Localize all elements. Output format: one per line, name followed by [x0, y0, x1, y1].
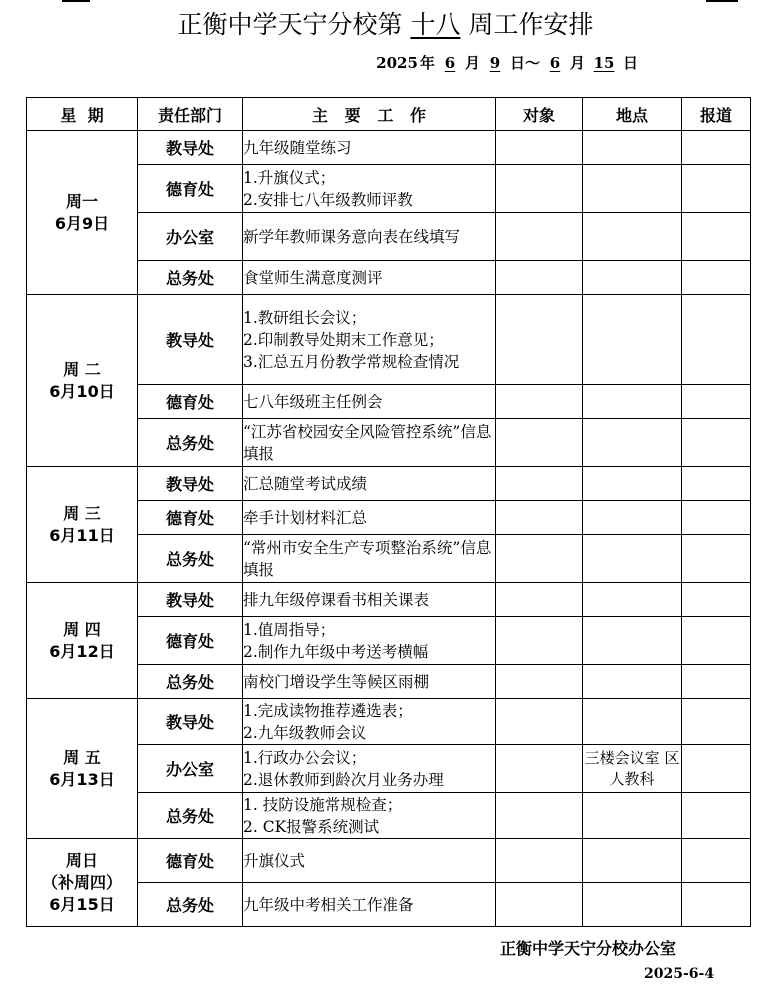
department-cell: 总务处	[138, 793, 243, 839]
work-item: 1.行政办公会议；	[243, 748, 367, 767]
location-cell	[583, 883, 682, 927]
department-cell: 办公室	[138, 745, 243, 793]
target-cell	[496, 583, 583, 617]
table-row	[27, 839, 751, 883]
report-cell	[682, 699, 751, 745]
report-cell	[682, 131, 751, 165]
work-item: 新学年教师课务意向表在线填写	[243, 227, 461, 246]
report-cell	[682, 665, 751, 699]
footer-date: 2025-6-4	[644, 966, 715, 982]
report-cell	[682, 617, 751, 665]
day-cell	[27, 295, 138, 467]
end-month: 6	[549, 54, 561, 72]
work-item: 汇总随堂考试成绩	[243, 474, 368, 493]
target-cell	[496, 745, 583, 793]
department-cell: 总务处	[138, 883, 243, 927]
day-cell	[27, 583, 138, 699]
report-cell	[682, 839, 751, 883]
title-prefix: 正衡中学天宁分校第	[177, 10, 403, 39]
work-item: 食堂师生满意度测评	[243, 268, 383, 287]
report-cell	[682, 467, 751, 501]
work-item: 2.安排七八年级教师评教	[243, 190, 413, 209]
day-date: 6月10日	[49, 381, 115, 401]
location-cell: 三楼会议室 区人教科	[583, 745, 682, 793]
target-cell	[496, 839, 583, 883]
weekday-label: 周 五	[63, 747, 101, 767]
work-item: “常州市安全生产专项整治系统”信息填报	[243, 538, 492, 579]
end-day: 15	[593, 54, 615, 72]
target-cell	[496, 699, 583, 745]
target-cell	[496, 165, 583, 213]
header-report: 报道	[682, 98, 751, 131]
start-month-label: 月	[464, 54, 480, 72]
location-cell	[583, 131, 682, 165]
table-row	[27, 583, 751, 617]
day-cell	[27, 131, 138, 295]
work-item: 排九年级停课看书相关课表	[243, 590, 430, 609]
location-cell	[583, 699, 682, 745]
target-cell	[496, 883, 583, 927]
title-suffix: 周工作安排	[468, 10, 594, 39]
target-cell	[496, 295, 583, 385]
report-cell	[682, 165, 751, 213]
work-item: 3.汇总五月份教学常规检查情况	[243, 352, 460, 371]
report-cell	[682, 535, 751, 583]
target-cell	[496, 665, 583, 699]
work-cell	[243, 213, 496, 261]
work-item: 2.退休教师到龄次月业务办理	[243, 770, 444, 789]
report-cell	[682, 295, 751, 385]
location-cell	[583, 583, 682, 617]
department-cell: 教导处	[138, 467, 243, 501]
start-day: 9	[489, 54, 501, 72]
work-cell	[243, 839, 496, 883]
work-item: 1.升旗仪式；	[243, 168, 336, 187]
target-cell	[496, 385, 583, 419]
report-cell	[682, 745, 751, 793]
work-cell	[243, 883, 496, 927]
department-cell: 教导处	[138, 699, 243, 745]
work-cell	[243, 745, 496, 793]
work-cell	[243, 419, 496, 467]
work-cell	[243, 535, 496, 583]
table-row	[27, 131, 751, 165]
table-row	[27, 699, 751, 745]
header-location: 地点	[583, 98, 682, 131]
work-cell	[243, 617, 496, 665]
work-item: “江苏省校园安全风险管控系统”信息填报	[243, 422, 492, 463]
day-cell	[27, 467, 138, 583]
location-cell	[583, 535, 682, 583]
schedule-body	[27, 131, 751, 927]
department-cell: 教导处	[138, 131, 243, 165]
day-date: 6月11日	[49, 525, 115, 545]
header-day: 星 期	[27, 98, 138, 131]
target-cell	[496, 793, 583, 839]
work-item: 2.九年级教师会议	[243, 723, 367, 742]
work-item: 1. 技防设施常规检查；	[243, 795, 403, 814]
weekday-sub-label: （补周四）	[41, 872, 122, 892]
target-cell	[496, 617, 583, 665]
work-item: 南校门增设学生等候区雨棚	[243, 672, 430, 691]
department-cell: 总务处	[138, 261, 243, 295]
day-date: 6月12日	[49, 641, 115, 661]
department-cell: 德育处	[138, 385, 243, 419]
weekday-label: 周日	[65, 850, 98, 870]
table-row	[27, 295, 751, 385]
table-row	[27, 467, 751, 501]
weekday-label: 周 二	[63, 359, 101, 379]
work-item: 九年级中考相关工作准备	[243, 895, 414, 914]
location-cell	[583, 617, 682, 665]
department-cell: 总务处	[138, 419, 243, 467]
location-cell	[583, 419, 682, 467]
end-day-label: 日	[622, 54, 638, 72]
date-range	[0, 52, 640, 73]
location-cell	[583, 385, 682, 419]
work-item: 2.印制教导处期末工作意见；	[243, 330, 444, 349]
target-cell	[496, 131, 583, 165]
title-week-number: 十八	[410, 10, 461, 39]
work-item: 1.完成读物推荐遴选表；	[243, 701, 413, 720]
department-cell: 总务处	[138, 535, 243, 583]
day-date: 6月9日	[54, 213, 110, 233]
end-month-label: 月	[569, 54, 585, 72]
location-cell	[583, 501, 682, 535]
work-cell	[243, 261, 496, 295]
day-cell	[27, 699, 138, 839]
page-title	[0, 10, 771, 40]
work-cell	[243, 131, 496, 165]
work-cell	[243, 699, 496, 745]
top-rule-right	[706, 0, 738, 2]
work-cell	[243, 385, 496, 419]
work-cell	[243, 501, 496, 535]
day-date: 6月15日	[49, 894, 115, 914]
day-cell	[27, 839, 138, 927]
work-cell	[243, 665, 496, 699]
department-cell: 总务处	[138, 665, 243, 699]
work-item: 升旗仪式	[243, 851, 306, 870]
department-cell: 德育处	[138, 165, 243, 213]
year: 2025	[376, 54, 418, 72]
target-cell	[496, 501, 583, 535]
work-item: 牵手计划材料汇总	[243, 508, 368, 527]
location-cell	[583, 213, 682, 261]
target-cell	[496, 467, 583, 501]
work-item: 九年级随堂练习	[243, 138, 352, 157]
report-cell	[682, 385, 751, 419]
department-cell: 德育处	[138, 617, 243, 665]
report-cell	[682, 261, 751, 295]
target-cell	[496, 213, 583, 261]
department-cell: 德育处	[138, 501, 243, 535]
work-cell	[243, 165, 496, 213]
work-cell	[243, 467, 496, 501]
department-cell: 教导处	[138, 295, 243, 385]
weekday-label: 周 三	[63, 503, 101, 523]
footer-office: 正衡中学天宁分校办公室	[500, 939, 677, 958]
weekday-label: 周一	[65, 191, 98, 211]
report-cell	[682, 213, 751, 261]
department-cell: 办公室	[138, 213, 243, 261]
work-item: 2. CK报警系统测试	[243, 817, 380, 836]
report-cell	[682, 583, 751, 617]
header-work: 主 要 工 作	[243, 98, 496, 131]
weekday-label: 周 四	[63, 619, 101, 639]
report-cell	[682, 419, 751, 467]
target-cell	[496, 261, 583, 295]
top-rule-left	[62, 0, 90, 2]
work-item: 1.教研组长会议；	[243, 308, 367, 327]
report-cell	[682, 883, 751, 927]
work-item: 1.值周指导；	[243, 620, 336, 639]
work-cell	[243, 295, 496, 385]
department-cell: 教导处	[138, 583, 243, 617]
start-month: 6	[444, 54, 456, 72]
location-cell	[583, 295, 682, 385]
department-cell: 德育处	[138, 839, 243, 883]
location-cell	[583, 165, 682, 213]
report-cell	[682, 793, 751, 839]
schedule-table	[26, 97, 751, 927]
location-cell	[583, 665, 682, 699]
table-header-row	[27, 98, 751, 131]
work-cell	[243, 583, 496, 617]
start-day-label: 日～	[509, 54, 540, 72]
location-cell	[583, 261, 682, 295]
location-cell	[583, 793, 682, 839]
location-cell	[583, 467, 682, 501]
target-cell	[496, 419, 583, 467]
report-cell	[682, 501, 751, 535]
work-item: 2.制作九年级中考送考横幅	[243, 642, 429, 661]
work-cell	[243, 793, 496, 839]
header-dept: 责任部门	[138, 98, 243, 131]
year-label: 年	[419, 54, 435, 72]
location-cell	[583, 839, 682, 883]
day-date: 6月13日	[49, 769, 115, 789]
header-target: 对象	[496, 98, 583, 131]
work-item: 七八年级班主任例会	[243, 392, 383, 411]
target-cell	[496, 535, 583, 583]
